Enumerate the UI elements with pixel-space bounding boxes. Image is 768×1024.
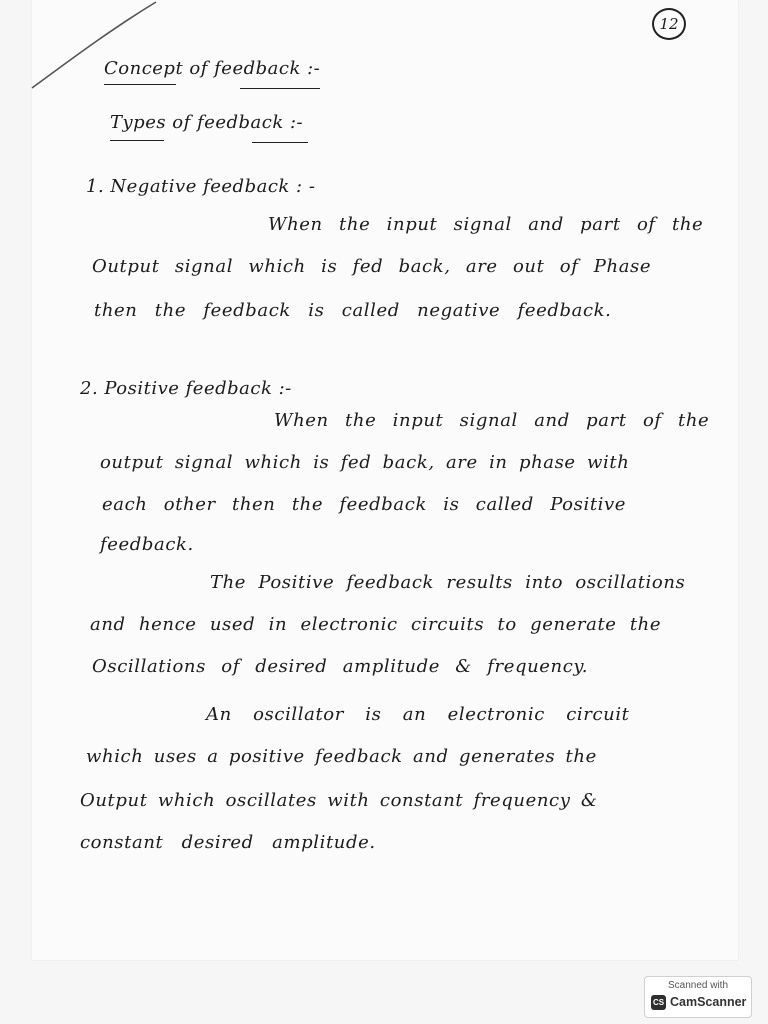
positive-feedback-line-3: each other then the feedback is called Positive <box>102 494 627 515</box>
negative-feedback-line-3: then the feedback is called negative feedback. <box>94 300 612 321</box>
oscillator-line-3: Output which oscillates with constant frequency & <box>80 790 598 811</box>
positive-feedback-line-1: When the input signal and part of the <box>274 410 710 431</box>
concept-heading-underline <box>104 84 176 85</box>
concept-heading-underline-2 <box>240 88 320 89</box>
notebook-page <box>32 0 738 960</box>
oscillation-line-3: Oscillations of desired amplitude & frequency. <box>92 656 589 677</box>
oscillation-line-2: and hence used in electronic circuits to generate the <box>90 614 662 635</box>
types-heading: Types of feedback :- <box>110 112 304 133</box>
negative-feedback-line-1: When the input signal and part of the <box>268 214 704 235</box>
oscillation-line-1: The Positive feedback results into oscillations <box>210 572 686 593</box>
oscillator-line-4: constant desired amplitude. <box>80 832 376 853</box>
camscanner-logo-icon: CS <box>651 995 666 1010</box>
negative-feedback-heading: 1. Negative feedback : - <box>86 176 316 197</box>
scanner-caption: Scanned with <box>667 980 729 991</box>
negative-feedback-line-2: Output signal which is fed back, are out of Phase <box>92 256 652 277</box>
camscanner-badge <box>644 976 752 1018</box>
concept-heading: Concept of feedback :- <box>104 58 321 79</box>
types-heading-underline <box>110 140 164 141</box>
page-number: 12 <box>652 8 686 40</box>
types-heading-underline-2 <box>252 142 308 143</box>
oscillator-line-2: which uses a positive feedback and generates the <box>86 746 597 767</box>
positive-feedback-line-2: output signal which is fed back, are in phase with <box>100 452 630 473</box>
positive-feedback-heading: 2. Positive feedback :- <box>80 378 292 399</box>
page-fold-line <box>30 0 160 100</box>
positive-feedback-line-4: feedback. <box>100 534 194 555</box>
scanner-brand-name: CamScanner <box>670 995 747 1009</box>
oscillator-line-1: An oscillator is an electronic circuit <box>206 704 630 725</box>
